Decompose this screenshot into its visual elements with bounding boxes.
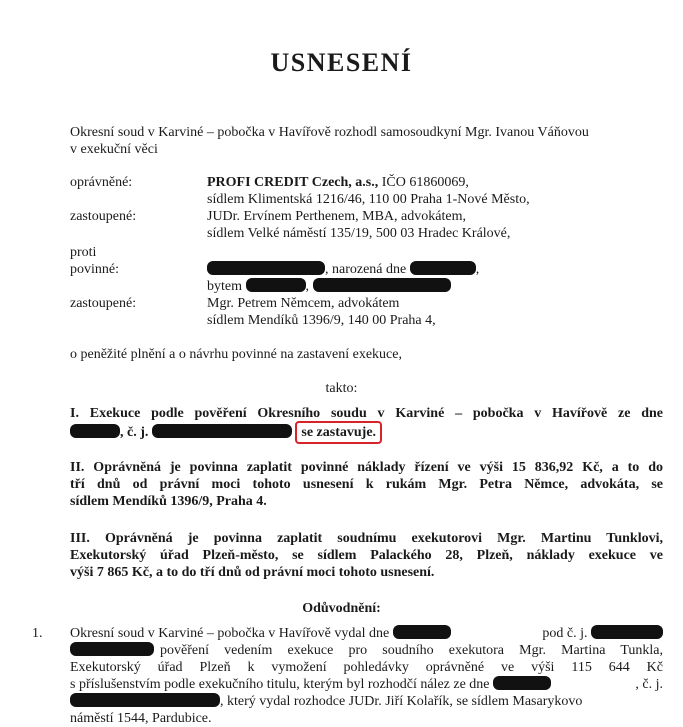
povinne-bytem: bytem	[207, 279, 242, 294]
reasoning-text: , č. j.	[635, 677, 663, 692]
povinne-born: , narozená dne	[325, 262, 407, 277]
verdict-i-line-2	[70, 424, 382, 441]
redaction-bar	[246, 278, 306, 292]
reasoning-text: , který vydal rozhodce JUDr. Jiří Kolařík, se sídlem Masarykovo	[220, 694, 583, 709]
redaction-bar	[70, 424, 120, 438]
reasoning-line-1	[70, 625, 663, 642]
zastoupene-2-line-2: sídlem Mendíků 1396/9, 140 00 Praha 4,	[207, 313, 436, 328]
subject-line: o peněžité plnění a o návrhu povinné na zastavení exekuce,	[70, 347, 402, 362]
zastavuje-highlight: se zastavuje.	[295, 421, 382, 444]
redaction-bar	[393, 625, 451, 639]
reasoning-text: pod č. j.	[542, 626, 588, 641]
intro-line-1: Okresní soud v Karviné – pobočka v Havířově rozhodl samosoudkyní Mgr. Ivanou Váňovou	[70, 125, 589, 140]
verdict-i-line-1: I. Exekuce podle pověření Okresního soudu v Karviné – pobočka v Havířově ze dne	[70, 406, 663, 421]
verdict-i-cj: , č. j.	[120, 425, 149, 440]
document-title: USNESENÍ	[270, 48, 413, 77]
redaction-bar	[493, 676, 551, 690]
verdict-ii-line-1: II. Oprávněná je povinna zaplatit povinné náklady řízení ve výši 15 836,92 Kč, a to do	[70, 460, 663, 475]
reasoning-number: 1.	[32, 626, 43, 641]
opravnene-name: PROFI CREDIT Czech, a.s.,	[207, 175, 379, 190]
redaction-bar	[313, 278, 451, 292]
povinne-comma: ,	[475, 262, 480, 277]
zastoupene-1-line-2: sídlem Velké náměstí 135/19, 500 03 Hradec Králové,	[207, 226, 511, 241]
zastoupene-2-label: zastoupené:	[70, 296, 137, 311]
redaction-bar	[410, 261, 476, 275]
reasoning-line-4	[70, 676, 663, 693]
reasoning-line-6: náměstí 1544, Pardubice.	[70, 711, 212, 726]
reasoning-line-2	[70, 642, 663, 659]
reasoning-heading: Odůvodnění:	[302, 601, 381, 616]
verdict-iii-line-2: Exekutorský úřad Plzeň-město, se sídlem Palackého 28, Plzeň, náklady exekuce ve	[70, 548, 663, 563]
povinne-line	[207, 261, 479, 278]
opravnene-address: sídlem Klimentská 1216/46, 110 00 Praha 1-Nové Město,	[207, 192, 530, 207]
opravnene-ico: IČO 61860069,	[378, 175, 469, 190]
redaction-bar	[152, 424, 292, 438]
reasoning-line-1b	[542, 625, 663, 642]
reasoning-text: pověření vedením exekuce pro soudního exekutora Mgr. Martina Tunkla,	[160, 643, 663, 658]
zastoupene-2-line-1: Mgr. Petrem Němcem, advokátem	[207, 296, 400, 311]
verdict-ii-line-3: sídlem Mendíků 1396/9, Praha 4.	[70, 494, 267, 509]
reasoning-line-3: Exekutorský úřad Plzeň k vymožení pohledávky oprávněné ve výši 115 644 Kč	[70, 660, 663, 675]
proti-label: proti	[70, 245, 97, 260]
redaction-bar	[70, 642, 154, 656]
opravnene-label: oprávněné:	[70, 175, 133, 190]
zastoupene-1-label: zastoupené:	[70, 209, 137, 224]
takto-heading: takto:	[325, 381, 358, 396]
povinne-label: povinné:	[70, 262, 119, 277]
reasoning-text: Okresní soud v Karviné – pobočka v Havířově vydal dne	[70, 626, 390, 641]
redaction-bar	[70, 693, 220, 707]
redaction-bar	[207, 261, 325, 275]
zastoupene-1-line-1: JUDr. Ervínem Perthenem, MBA, advokátem,	[207, 209, 466, 224]
intro-line-2: v exekuční věci	[70, 142, 158, 157]
reasoning-line-4b	[635, 676, 663, 693]
redaction-bar	[591, 625, 663, 639]
reasoning-line-4a	[70, 676, 551, 693]
verdict-ii-line-2: tří dnů od právní moci tohoto usnesení k rukám Mgr. Petra Němce, advokáta, se	[70, 477, 663, 492]
opravnene-line	[207, 174, 469, 191]
povinne-bytem-line: bytem ,	[207, 278, 451, 295]
reasoning-line-1a	[70, 625, 451, 642]
verdict-iii-line-1: III. Oprávněná je povinna zaplatit soudnímu exekutorovi Mgr. Martinu Tunklovi,	[70, 531, 663, 546]
reasoning-line-5	[70, 693, 582, 710]
verdict-iii-line-3: výši 7 865 Kč, a to do tří dnů od právní moci tohoto usnesení.	[70, 565, 435, 580]
reasoning-text: s příslušenstvím podle exekučního titulu, kterým byl rozhodčí nález ze dne	[70, 677, 490, 692]
